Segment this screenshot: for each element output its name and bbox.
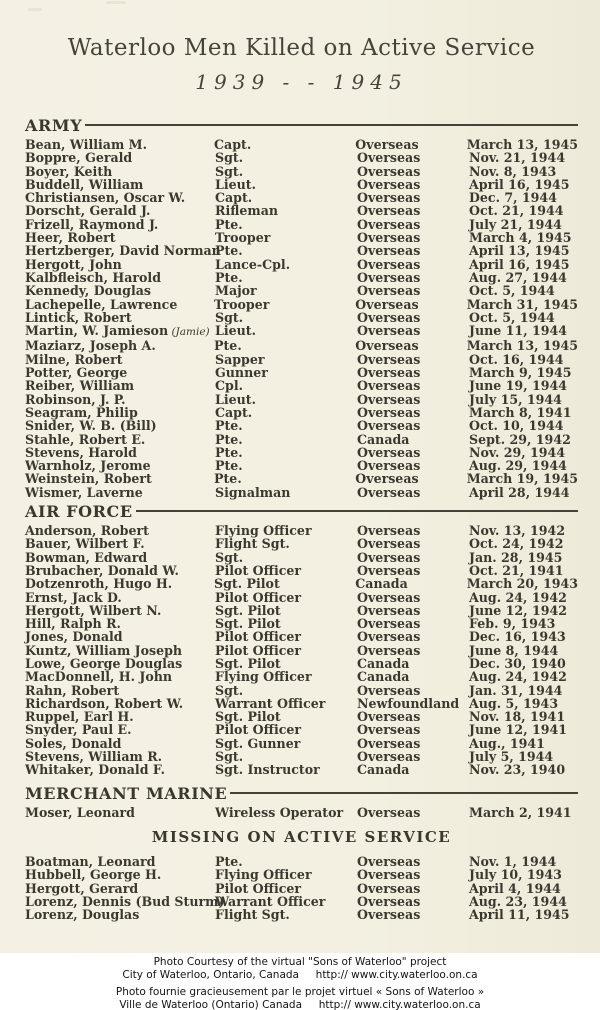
location-cell: Overseas (357, 562, 421, 578)
date-cell: March 2, 1941 (469, 804, 572, 820)
casualty-row (25, 617, 578, 630)
location-cell: Overseas (357, 616, 421, 632)
name-cell: Lintick, Robert (25, 309, 132, 325)
casualty-row (25, 763, 578, 776)
location-cell: Overseas (357, 589, 421, 605)
date-cell: April 28, 1944 (469, 484, 570, 500)
casualty-row (25, 298, 578, 311)
double-rule (136, 510, 578, 512)
location-cell: Overseas (357, 458, 421, 474)
casualty-row (25, 379, 578, 392)
footer-credit-fr: Photo fournie gracieusement par le projet virtuel « Sons of Waterloo » (115, 986, 485, 998)
page-subtitle: 1939 - - 1945 (195, 70, 408, 94)
name-cell: Whitaker, Donald F. (25, 762, 165, 778)
date-cell: March 13, 1945 (466, 137, 578, 152)
name-cell: Hergott, John (25, 256, 122, 272)
location-cell: Canada (357, 431, 410, 447)
name-cell: Rahn, Robert (25, 682, 120, 698)
date-cell: April 16, 1945 (469, 256, 570, 272)
location-cell: Overseas (357, 709, 421, 725)
casualty-row (25, 459, 578, 472)
location-cell: Overseas (357, 150, 421, 166)
name-cell: Soles, Donald (25, 735, 122, 751)
rank-cell: Pte. (214, 471, 242, 487)
casualty-row (25, 697, 578, 710)
name-cell: Anderson, Robert (25, 523, 149, 539)
date-cell: Aug. 24, 1942 (469, 589, 567, 605)
date-cell: April 16, 1945 (469, 176, 570, 192)
name-cell: Boyer, Keith (25, 163, 113, 179)
name-cell: Dorscht, Gerald J. (25, 203, 151, 219)
location-cell: Overseas (357, 163, 421, 179)
rank-cell: Sgt. Pilot (215, 709, 281, 725)
name-cell: Boatman, Leonard (25, 853, 156, 869)
location-cell: Overseas (357, 309, 421, 325)
scan-artifact (28, 8, 42, 11)
name-cell: Heer, Robert (25, 230, 116, 246)
rank-cell: Pte. (215, 269, 243, 285)
double-rule (85, 124, 578, 126)
location-cell: Overseas (357, 418, 421, 434)
name-cell: Richardson, Robert W. (25, 695, 184, 711)
date-cell: Sept. 29, 1942 (469, 431, 571, 447)
location-cell: Overseas (357, 283, 421, 299)
rank-cell: Sgt. (215, 163, 244, 179)
section-heading-army (25, 118, 578, 134)
casualty-row (25, 750, 578, 763)
casualty-row (25, 366, 578, 379)
name-cell: Ernst, Jack D. (25, 589, 122, 605)
date-cell: July 21, 1944 (469, 216, 562, 232)
date-cell: Feb. 9, 1943 (469, 616, 556, 632)
location-cell: Overseas (357, 722, 421, 738)
name-cell: Robinson, J. P. (25, 391, 126, 407)
casualty-row (25, 710, 578, 723)
title-block (25, 34, 578, 94)
casualty-row (25, 178, 578, 191)
section-label: MERCHANT MARINE (25, 783, 228, 803)
location-cell: Overseas (357, 216, 421, 232)
name-cell: Lowe, George Douglas (25, 655, 183, 671)
casualty-row (25, 339, 578, 352)
rank-cell: Sgt. Pilot (214, 576, 280, 592)
rank-cell: Pilot Officer (215, 562, 302, 578)
location-cell: Overseas (357, 523, 421, 539)
rank-cell: Flight Sgt. (215, 907, 290, 923)
location-cell: Canada (355, 576, 408, 592)
rank-cell: Flying Officer (215, 867, 312, 883)
rank-cell: Lieut. (215, 176, 257, 192)
rank-cell: Flying Officer (215, 669, 312, 685)
casualty-row (25, 486, 578, 499)
name-cell: Hertzberger, David Norman (25, 243, 221, 259)
location-cell: Canada (357, 655, 410, 671)
rank-cell: Flying Officer (215, 523, 312, 539)
name-cell: Potter, George (25, 365, 128, 381)
photo-credit-footer (0, 953, 600, 1010)
casualty-row (25, 204, 578, 217)
rank-cell: Trooper (215, 230, 271, 246)
name-cell: Weinstein, Robert (25, 471, 152, 487)
date-cell: Aug., 1941 (469, 735, 545, 751)
location-cell: Overseas (357, 190, 421, 206)
name-cell: Kuntz, William Joseph (25, 642, 183, 658)
location-cell: Overseas (357, 642, 421, 658)
date-cell: June 8, 1944 (469, 642, 559, 658)
casualty-row (25, 604, 578, 617)
section-label: AIR FORCE (25, 502, 133, 522)
rank-cell: Pilot Officer (215, 722, 302, 738)
location-cell: Canada (357, 669, 410, 685)
rank-cell: Pte. (215, 444, 243, 460)
rank-cell: Sgt. (215, 309, 244, 325)
name-cell: Brubacher, Donald W. (25, 562, 179, 578)
location-cell: Overseas (357, 484, 421, 500)
date-cell: Dec. 30, 1940 (469, 655, 566, 671)
location-cell: Overseas (357, 203, 421, 219)
rank-cell: Pilot Officer (215, 880, 302, 896)
casualty-row (25, 138, 578, 151)
rank-cell: Pte. (215, 853, 243, 869)
location-cell: Overseas (355, 296, 419, 312)
casualty-row (25, 324, 578, 339)
casualty-row (25, 258, 578, 271)
page-title: Waterloo Men Killed on Active Service (67, 35, 536, 61)
rank-cell: Lieut. (215, 323, 257, 339)
casualty-row (25, 524, 578, 537)
date-cell: Dec. 7, 1944 (469, 190, 557, 206)
location-cell: Overseas (357, 804, 421, 820)
date-cell: Oct. 5, 1944 (469, 309, 555, 325)
name-cell: Stahle, Robert E. (25, 431, 146, 447)
date-cell: April 11, 1945 (469, 907, 570, 923)
name-cell: Kennedy, Douglas (25, 283, 152, 299)
casualty-row (25, 577, 578, 590)
casualty-row (25, 271, 578, 284)
date-cell: Dec. 16, 1943 (469, 629, 566, 645)
name-cell: Boppre, Gerald (25, 150, 133, 166)
location-cell: Overseas (357, 365, 421, 381)
date-cell: Jan. 31, 1944 (469, 682, 563, 698)
casualty-row (25, 657, 578, 670)
casualty-row (25, 806, 578, 819)
rank-cell: Sgt. Gunner (215, 735, 301, 751)
casualty-row (25, 855, 578, 868)
date-cell: March 13, 1945 (466, 338, 578, 354)
casualty-row (25, 393, 578, 406)
section-heading-merchant-marine (25, 783, 578, 803)
casualty-list (25, 855, 578, 921)
date-cell: Aug. 29, 1944 (469, 458, 567, 474)
date-cell: Nov. 18, 1941 (469, 709, 566, 725)
name-cell: Bowman, Edward (25, 549, 148, 565)
footer-source-fr: Ville de Waterloo (Ontario) Canada http:// www.city.waterloo.on.ca (119, 999, 481, 1010)
location-cell: Overseas (357, 749, 421, 765)
date-cell: April 13, 1945 (469, 243, 570, 259)
name-cell: Bauer, Wilbert F. (25, 536, 145, 552)
date-cell: March 19, 1945 (466, 471, 578, 487)
name-cell: MacDonnell, H. John (25, 669, 173, 685)
rank-cell: Pte. (215, 216, 243, 232)
name-cell: Hergott, Wilbert N. (25, 602, 162, 618)
date-cell: Nov. 29, 1944 (469, 444, 566, 460)
location-cell: Newfoundland (357, 695, 460, 711)
location-cell: Overseas (357, 176, 421, 192)
date-cell: Nov. 13, 1942 (469, 523, 566, 539)
casualty-row (25, 564, 578, 577)
name-cell: Warnholz, Jerome (25, 458, 151, 474)
date-cell: Oct. 16, 1944 (469, 351, 564, 367)
casualty-row (25, 231, 578, 244)
name-cell: Wismer, Laverne (25, 484, 143, 500)
location-cell: Overseas (357, 907, 421, 923)
location-cell: Overseas (357, 256, 421, 272)
date-cell: June 19, 1944 (469, 378, 568, 394)
rank-cell: Warrant Officer (215, 695, 326, 711)
casualty-row (25, 737, 578, 750)
rank-cell: Signalman (215, 484, 291, 500)
casualty-list (25, 806, 578, 819)
name-cell: Seagram, Philip (25, 404, 138, 420)
location-cell: Overseas (355, 471, 419, 487)
date-cell: Nov. 23, 1940 (469, 762, 566, 778)
name-cell: Jones, Donald (25, 629, 123, 645)
name-cell: Lachepelle, Lawrence (25, 296, 178, 312)
rank-cell: Capt. (215, 404, 253, 420)
section-army (25, 118, 578, 499)
casualty-row (25, 472, 578, 485)
rank-cell: Sgt. Instructor (215, 762, 320, 778)
date-cell: Aug. 23, 1944 (469, 893, 567, 909)
location-cell: Overseas (357, 323, 421, 339)
date-cell: July 15, 1944 (469, 391, 562, 407)
casualty-row (25, 446, 578, 459)
rank-cell: Sgt. (215, 682, 244, 698)
rank-cell: Sgt. Pilot (215, 616, 281, 632)
location-cell: Overseas (357, 602, 421, 618)
name-cell: Snider, W. B. (Bill) (25, 418, 157, 434)
rank-cell: Pilot Officer (215, 629, 302, 645)
casualty-row (25, 353, 578, 366)
rank-cell: Pte. (215, 431, 243, 447)
name-note: (Jamie) (168, 326, 210, 339)
name-cell: Christiansen, Oscar W. (25, 190, 186, 206)
name-cell: Lorenz, Dennis (Bud Sturm) (25, 893, 225, 909)
rank-cell: Pte. (215, 458, 243, 474)
location-cell: Overseas (357, 682, 421, 698)
casualty-row (25, 591, 578, 604)
location-cell: Overseas (357, 629, 421, 645)
date-cell: Aug. 27, 1944 (469, 269, 567, 285)
date-cell: June 12, 1942 (469, 602, 568, 618)
name-cell: Lorenz, Douglas (25, 907, 140, 923)
date-cell: April 4, 1944 (469, 880, 561, 896)
name-cell: Ruppel, Earl H. (25, 709, 134, 725)
date-cell: Oct. 5, 1944 (469, 283, 555, 299)
date-cell: July 5, 1944 (469, 749, 554, 765)
scan-artifact (106, 1, 126, 4)
location-cell: Overseas (357, 867, 421, 883)
casualty-row (25, 165, 578, 178)
section-merchant-marine (25, 783, 578, 820)
date-cell: Aug. 5, 1943 (469, 695, 559, 711)
rank-cell: Lieut. (215, 391, 257, 407)
date-cell: Nov. 1, 1944 (469, 853, 557, 869)
name-cell: Dotzenroth, Hugo H. (25, 576, 173, 592)
casualty-row (25, 644, 578, 657)
date-cell: July 10, 1943 (469, 867, 562, 883)
date-cell: Oct. 24, 1942 (469, 536, 564, 552)
date-cell: Oct. 10, 1944 (469, 418, 564, 434)
location-cell: Canada (357, 762, 410, 778)
section-missing (25, 829, 578, 921)
name-cell: Maziarz, Joseph A. (25, 338, 156, 354)
name-cell: Hergott, Gerard (25, 880, 139, 896)
name-cell: Milne, Robert (25, 351, 123, 367)
date-cell: Jan. 28, 1945 (469, 549, 563, 565)
casualty-row (25, 537, 578, 550)
rank-cell: Sgt. (215, 749, 244, 765)
location-cell: Overseas (355, 137, 419, 152)
date-cell: March 20, 1943 (466, 576, 578, 592)
location-cell: Overseas (355, 338, 419, 354)
rank-cell: Wireless Operator (215, 804, 344, 820)
date-cell: March 31, 1945 (466, 296, 578, 312)
casualty-list (25, 138, 578, 499)
rank-cell: Pte. (214, 338, 242, 354)
rank-cell: Pilot Officer (215, 642, 302, 658)
rank-cell: Pte. (215, 243, 243, 259)
rank-cell: Sgt. Pilot (215, 655, 281, 671)
casualty-row (25, 218, 578, 231)
name-cell: Martin, W. Jamieson (Jamie) (25, 323, 210, 339)
section-air-force (25, 504, 578, 777)
rank-cell: Lance-Cpl. (215, 256, 291, 272)
name-cell: Snyder, Paul E. (25, 722, 132, 738)
name-cell: Kalbfleisch, Harold (25, 269, 162, 285)
casualty-row (25, 551, 578, 564)
casualty-row (25, 868, 578, 881)
casualty-row (25, 191, 578, 204)
location-cell: Overseas (357, 269, 421, 285)
casualty-row (25, 670, 578, 683)
rank-cell: Cpl. (215, 378, 243, 394)
location-cell: Overseas (357, 351, 421, 367)
name-cell: Bean, William M. (25, 137, 147, 152)
casualty-row (25, 406, 578, 419)
location-cell: Overseas (357, 444, 421, 460)
casualty-row (25, 882, 578, 895)
section-heading-air-force (25, 504, 578, 520)
casualty-row (25, 311, 578, 324)
footer-credit-en: Photo Courtesy of the virtual "Sons of Waterloo" project (153, 956, 447, 968)
name-cell: Moser, Leonard (25, 804, 135, 820)
rank-cell: Warrant Officer (215, 893, 326, 909)
location-cell: Overseas (357, 243, 421, 259)
footer-source-en: City of Waterloo, Ontario, Canada http:// www.city.waterloo.on.ca (122, 969, 478, 981)
name-cell: Stevens, Harold (25, 444, 137, 460)
casualty-row (25, 630, 578, 643)
casualty-row (25, 895, 578, 908)
location-cell: Overseas (357, 549, 421, 565)
date-cell: Oct. 21, 1941 (469, 562, 564, 578)
date-cell: March 4, 1945 (469, 230, 572, 246)
double-rule (230, 792, 578, 794)
rank-cell: Pilot Officer (215, 589, 302, 605)
location-cell: Overseas (357, 404, 421, 420)
name-cell: Buddell, William (25, 176, 144, 192)
rank-cell: Sgt. (215, 549, 244, 565)
location-cell: Overseas (357, 735, 421, 751)
date-cell: June 11, 1944 (469, 323, 568, 339)
location-cell: Overseas (357, 230, 421, 246)
rank-cell: Trooper (214, 296, 270, 312)
date-cell: March 8, 1941 (469, 404, 572, 420)
rank-cell: Rifleman (215, 203, 279, 219)
location-cell: Overseas (357, 880, 421, 896)
location-cell: Overseas (357, 378, 421, 394)
casualty-row (25, 244, 578, 257)
rank-cell: Capt. (214, 137, 252, 152)
name-cell: Hubbell, George H. (25, 867, 162, 883)
date-cell: Nov. 8, 1943 (469, 163, 557, 179)
casualty-row (25, 908, 578, 921)
casualty-row (25, 419, 578, 432)
rank-cell: Major (215, 283, 257, 299)
rank-cell: Pte. (215, 418, 243, 434)
rank-cell: Capt. (215, 190, 253, 206)
casualty-row (25, 284, 578, 297)
name-cell: Reiber, William (25, 378, 135, 394)
sections (25, 118, 578, 921)
date-cell: June 12, 1941 (469, 722, 568, 738)
date-cell: March 9, 1945 (469, 365, 572, 381)
section-label: ARMY (25, 116, 83, 135)
date-cell: Aug. 24, 1942 (469, 669, 567, 685)
date-cell: Oct. 21, 1944 (469, 203, 564, 219)
casualty-row (25, 723, 578, 736)
rank-cell: Sgt. (215, 150, 244, 166)
rank-cell: Gunner (215, 365, 268, 381)
casualty-row (25, 433, 578, 446)
rank-cell: Sgt. Pilot (215, 602, 281, 618)
section-heading-missing: MISSING ON ACTIVE SERVICE (151, 827, 452, 846)
date-cell: Nov. 21, 1944 (469, 150, 566, 166)
name-cell: Stevens, William R. (25, 749, 163, 765)
casualty-list (25, 524, 578, 777)
rank-cell: Flight Sgt. (215, 536, 290, 552)
casualty-row (25, 684, 578, 697)
location-cell: Overseas (357, 853, 421, 869)
location-cell: Overseas (357, 893, 421, 909)
name-cell: Hill, Ralph R. (25, 616, 121, 632)
location-cell: Overseas (357, 391, 421, 407)
location-cell: Overseas (357, 536, 421, 552)
rank-cell: Sapper (215, 351, 265, 367)
name-cell: Frizell, Raymond J. (25, 216, 159, 232)
casualty-row (25, 151, 578, 164)
